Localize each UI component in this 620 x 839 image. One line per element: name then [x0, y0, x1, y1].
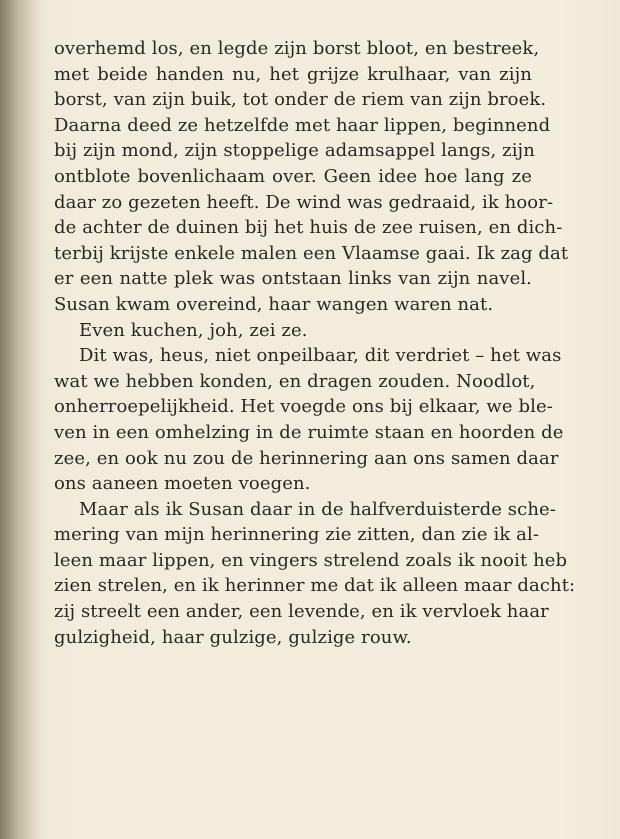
text-line: Daarna deed ze hetzelfde met haar lippen, beginnend [54, 114, 551, 136]
text-line: mering van mijn herinnering zie zitten, dan zie ik al- [54, 524, 540, 546]
paragraph [54, 343, 564, 497]
text-line: borst, van zijn buik, tot onder de riem van zijn broek. [54, 89, 547, 111]
text-line: onherroepelijkheid. Het voegde ons bij elkaar, we ble- [54, 396, 553, 418]
text-line: met beide handen nu, het grijze krulhaar, van zijn [54, 63, 532, 85]
text-line: Susan kwam overeind, haar wangen waren nat. [54, 293, 494, 315]
text-line: Dit was, heus, niet onpeilbaar, dit verdriet – het was [79, 345, 562, 367]
paragraph [54, 36, 569, 318]
text-line: zien strelen, en ik herinner me dat ik alleen maar dacht: [54, 575, 576, 597]
text-line: zij streelt een ander, een levende, en ik vervloek haar [54, 601, 549, 623]
page-body-text [54, 36, 576, 650]
text-line: ven in een omhelzing in de ruimte staan en hoorden de [54, 421, 564, 443]
text-line: bij zijn mond, zijn stoppelige adamsappel langs, zijn [54, 140, 535, 162]
binding-gutter-shadow [0, 0, 40, 839]
paragraph [54, 497, 576, 651]
paragraph [54, 318, 532, 344]
text-line: daar zo gezeten heeft. De wind was gedraaid, ik hoor- [54, 191, 554, 213]
text-line: Even kuchen, joh, zei ze. [79, 319, 308, 341]
text-line: gulzigheid, haar gulzige, gulzige rouw. [54, 626, 412, 648]
text-line: wat we hebben konden, en dragen zouden. Noodlot, [54, 370, 536, 392]
text-line: leen maar lippen, en vingers strelend zoals ik nooit heb [54, 549, 568, 571]
text-line: terbij krijste enkele malen een Vlaamse gaai. Ik zag dat [54, 242, 569, 264]
text-line: ons aaneen moeten voegen. [54, 473, 311, 495]
text-line: Maar als ik Susan daar in de halfverduisterde sche- [79, 498, 556, 520]
text-line: er een natte plek was ontstaan links van zijn navel. [54, 268, 532, 290]
text-line: overhemd los, en legde zijn borst bloot, en bestreek, [54, 38, 540, 59]
text-line: zee, en ook nu zou de herinnering aan ons samen daar [54, 447, 559, 469]
text-line: de achter de duinen bij het huis de zee ruisen, en dich- [54, 217, 563, 239]
text-line: ontblote bovenlichaam over. Geen idee hoe lang ze [54, 165, 532, 187]
